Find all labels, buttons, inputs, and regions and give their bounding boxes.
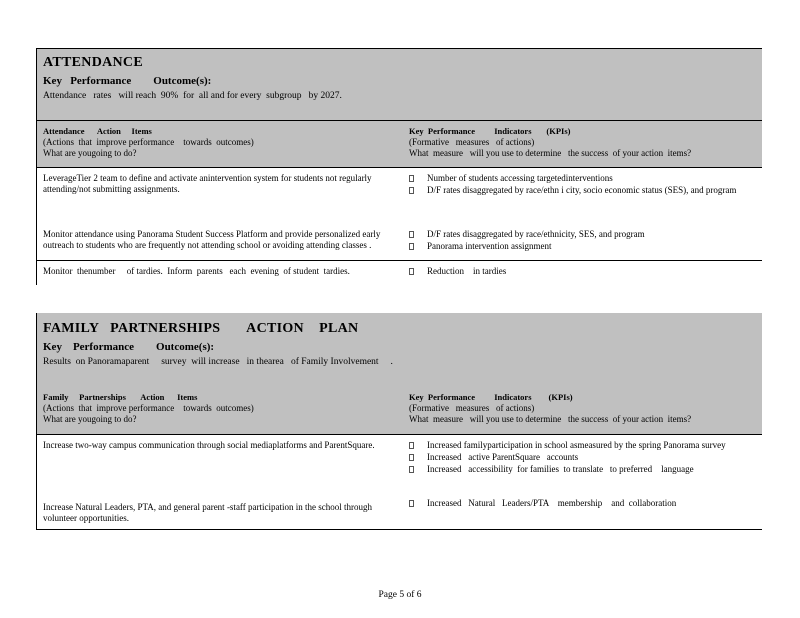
attendance-kpi-3-cell bbox=[403, 261, 762, 285]
attendance-action-3-cell bbox=[37, 261, 403, 285]
attendance-kpo-label: Key Performance Outcome(s): bbox=[43, 75, 212, 87]
bullet-box-icon bbox=[409, 185, 427, 197]
list-item bbox=[409, 173, 756, 185]
attendance-action-2: Monitor attendance using Panorama Student Success Platform and provide personalized early outreach to students who are frequently not attending school or avoiding attending classes . bbox=[43, 229, 381, 250]
bullet-box-icon bbox=[409, 229, 427, 241]
list-item bbox=[409, 266, 756, 278]
family-action-col-head bbox=[37, 387, 403, 434]
family-header bbox=[37, 313, 762, 387]
page-number: Page 5 of 6 bbox=[378, 590, 422, 600]
bullet-box-icon bbox=[409, 440, 427, 452]
family-kpo-label: Key Performance Outcome(s): bbox=[43, 341, 215, 353]
attendance-kpi-1a: Number of students accessing targetedinterventions bbox=[427, 173, 613, 183]
attendance-action-sub2: What are yougoing to do? bbox=[43, 148, 137, 158]
family-kpi-1c: Increased accessibility for families to translate to preferred language bbox=[427, 464, 694, 474]
list-item bbox=[409, 452, 756, 464]
family-action-sub1: (Actions that improve performance towards outcomes) bbox=[43, 403, 254, 413]
family-action-2: Increase Natural Leaders, PTA, and general parent -staff participation in the school through volunteer opportunities. bbox=[43, 502, 372, 523]
attendance-action-1: LeverageTier 2 team to define and activate anintervention system for students not regularly attending/not submitting assignments. bbox=[43, 173, 372, 194]
family-action-sub2: What are yougoing to do? bbox=[43, 414, 137, 424]
attendance-kpi-2b: Panorama intervention assignment bbox=[427, 241, 552, 251]
attendance-kpi-1b: D/F rates disaggregated by race/ethn i city, socio economic status (SES), and program bbox=[427, 185, 737, 195]
attendance-action-heading: Attendance Action Items bbox=[43, 126, 152, 136]
attendance-kpi-sub1: (Formative measures of actions) bbox=[409, 137, 535, 147]
attendance-title: ATTENDANCE bbox=[43, 55, 143, 70]
bullet-box-icon bbox=[409, 464, 427, 476]
list-item bbox=[409, 229, 756, 241]
family-actions-cell bbox=[37, 435, 403, 529]
attendance-actions-cell bbox=[37, 168, 403, 260]
attendance-kpis-cell bbox=[403, 168, 762, 260]
family-body bbox=[37, 434, 762, 530]
family-kpi-sub1: (Formative measures of actions) bbox=[409, 403, 535, 413]
family-action-heading: Family Partnerships Action Items bbox=[43, 392, 198, 402]
bullet-box-icon bbox=[409, 498, 427, 510]
family-kpo-text: Results on Panoramaparent survey will increase in thearea of Family Involvement . bbox=[43, 357, 393, 367]
attendance-kpo-text: Attendance rates will reach 90% for all and for every subgroup by 2027. bbox=[43, 91, 342, 101]
family-action-1: Increase two-way campus communication through social mediaplatforms and ParentSquare. bbox=[43, 440, 375, 450]
list-item bbox=[409, 440, 756, 452]
attendance-kpi-3a: Reduction in tardies bbox=[427, 266, 507, 276]
list-item bbox=[409, 185, 756, 197]
family-kpi-sub2: What measure will you use to determine the success of your action items? bbox=[409, 414, 692, 424]
attendance-kpi-sub2: What measure will you use to determine the success of your action items? bbox=[409, 148, 692, 158]
bullet-box-icon bbox=[409, 241, 427, 253]
attendance-row-3 bbox=[37, 260, 762, 285]
attendance-column-header bbox=[37, 120, 762, 167]
list-item bbox=[409, 498, 756, 510]
bullet-box-icon bbox=[409, 173, 427, 185]
family-kpi-2a: Increased Natural Leaders/PTA membership and collaboration bbox=[427, 498, 677, 508]
family-kpi-1a: Increased familyparticipation in school asmeasured by the spring Panorama survey bbox=[427, 440, 726, 450]
attendance-body bbox=[37, 167, 762, 260]
family-column-header bbox=[37, 387, 762, 434]
family-kpi-1b: Increased active ParentSquare accounts bbox=[427, 452, 579, 462]
attendance-kpi-2a: D/F rates disaggregated by race/ethnicity, SES, and program bbox=[427, 229, 645, 239]
family-section bbox=[36, 313, 762, 530]
attendance-header bbox=[37, 48, 762, 120]
attendance-section bbox=[36, 48, 762, 285]
attendance-action-3: Monitor thenumber of tardies. Inform parents each evening of student tardies. bbox=[43, 266, 350, 276]
family-kpi-col-head bbox=[403, 387, 762, 434]
list-item bbox=[409, 464, 756, 476]
family-kpis-cell bbox=[403, 435, 762, 529]
attendance-action-sub1: (Actions that improve performance towards outcomes) bbox=[43, 137, 254, 147]
list-item bbox=[409, 241, 756, 253]
bullet-box-icon bbox=[409, 266, 427, 278]
attendance-kpi-col-head bbox=[403, 121, 762, 167]
family-title: FAMILY PARTNERSHIPS ACTION PLAN bbox=[43, 321, 359, 336]
bullet-box-icon bbox=[409, 452, 427, 464]
family-kpi-heading: Key Performance Indicators (KPIs) bbox=[409, 392, 573, 402]
attendance-action-col-head bbox=[37, 121, 403, 167]
attendance-kpi-heading: Key Performance Indicators (KPIs) bbox=[409, 126, 571, 136]
